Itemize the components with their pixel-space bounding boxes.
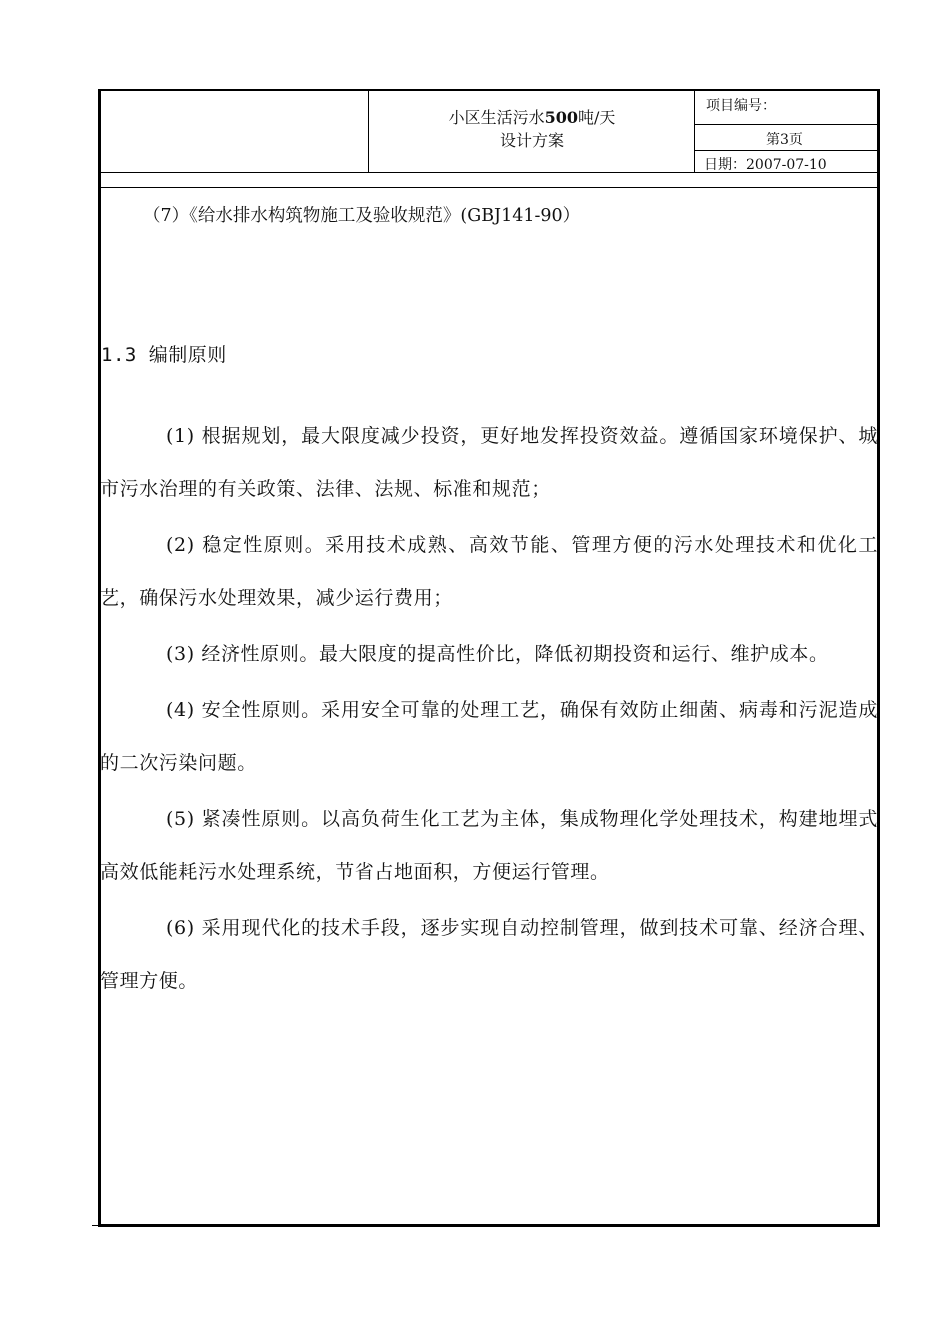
document-title <box>370 106 694 152</box>
principle-paragraph: (1) 根据规划，最大限度减少投资，更好地发挥投资效益。遵循国家环境保护、城市污水治理的有关政策、法律、法规、标准和规范； <box>100 425 878 500</box>
principle-paragraph: (6) 采用现代化的技术手段，逐步实现自动控制管理，做到技术可靠、经济合理、管理方便。 <box>100 917 878 992</box>
title-suffix: 吨/天 <box>578 108 616 127</box>
reference-item: （7）《给水排水构筑物施工及验收规范》(GBJ141-90） <box>143 206 581 226</box>
header-divider-left <box>368 90 369 172</box>
header-rule-page <box>694 150 878 151</box>
header-second-rule <box>100 187 878 188</box>
principle-paragraph: (4) 安全性原则。采用安全可靠的处理工艺，确保有效防止细菌、病毒和污泥造成的二次污染问题。 <box>100 699 878 774</box>
margin-mark <box>92 1225 98 1226</box>
title-capacity: 500 <box>544 108 578 127</box>
principle-paragraph: (3) 经济性原则。最大限度的提高性价比，降低初期投资和运行、维护成本。 <box>166 643 829 665</box>
principle-paragraph: (2) 稳定性原则。采用技术成熟、高效节能、管理方便的污水处理技术和优化工艺，确保污水处理效果，减少运行费用； <box>100 534 878 609</box>
header-rule-project <box>694 124 878 125</box>
principles-list <box>100 410 878 1011</box>
principle-paragraph: (5) 紧凑性原则。以高负荷生化工艺为主体，集成物理化学处理技术，构建地埋式高效低能耗污水处理系统，节省占地面积，方便运行管理。 <box>100 808 878 883</box>
document-date: 日期：2007-07-10 <box>704 157 827 173</box>
page-number: 第3页 <box>766 132 803 148</box>
title-line-2: 设计方案 <box>499 131 564 150</box>
section-heading: 1.3 编制原则 <box>101 344 227 366</box>
project-number-label: 项目编号： <box>706 98 776 114</box>
title-line-1 <box>370 106 694 129</box>
title-prefix: 小区生活污水 <box>448 108 545 127</box>
header-divider-right <box>694 90 695 172</box>
